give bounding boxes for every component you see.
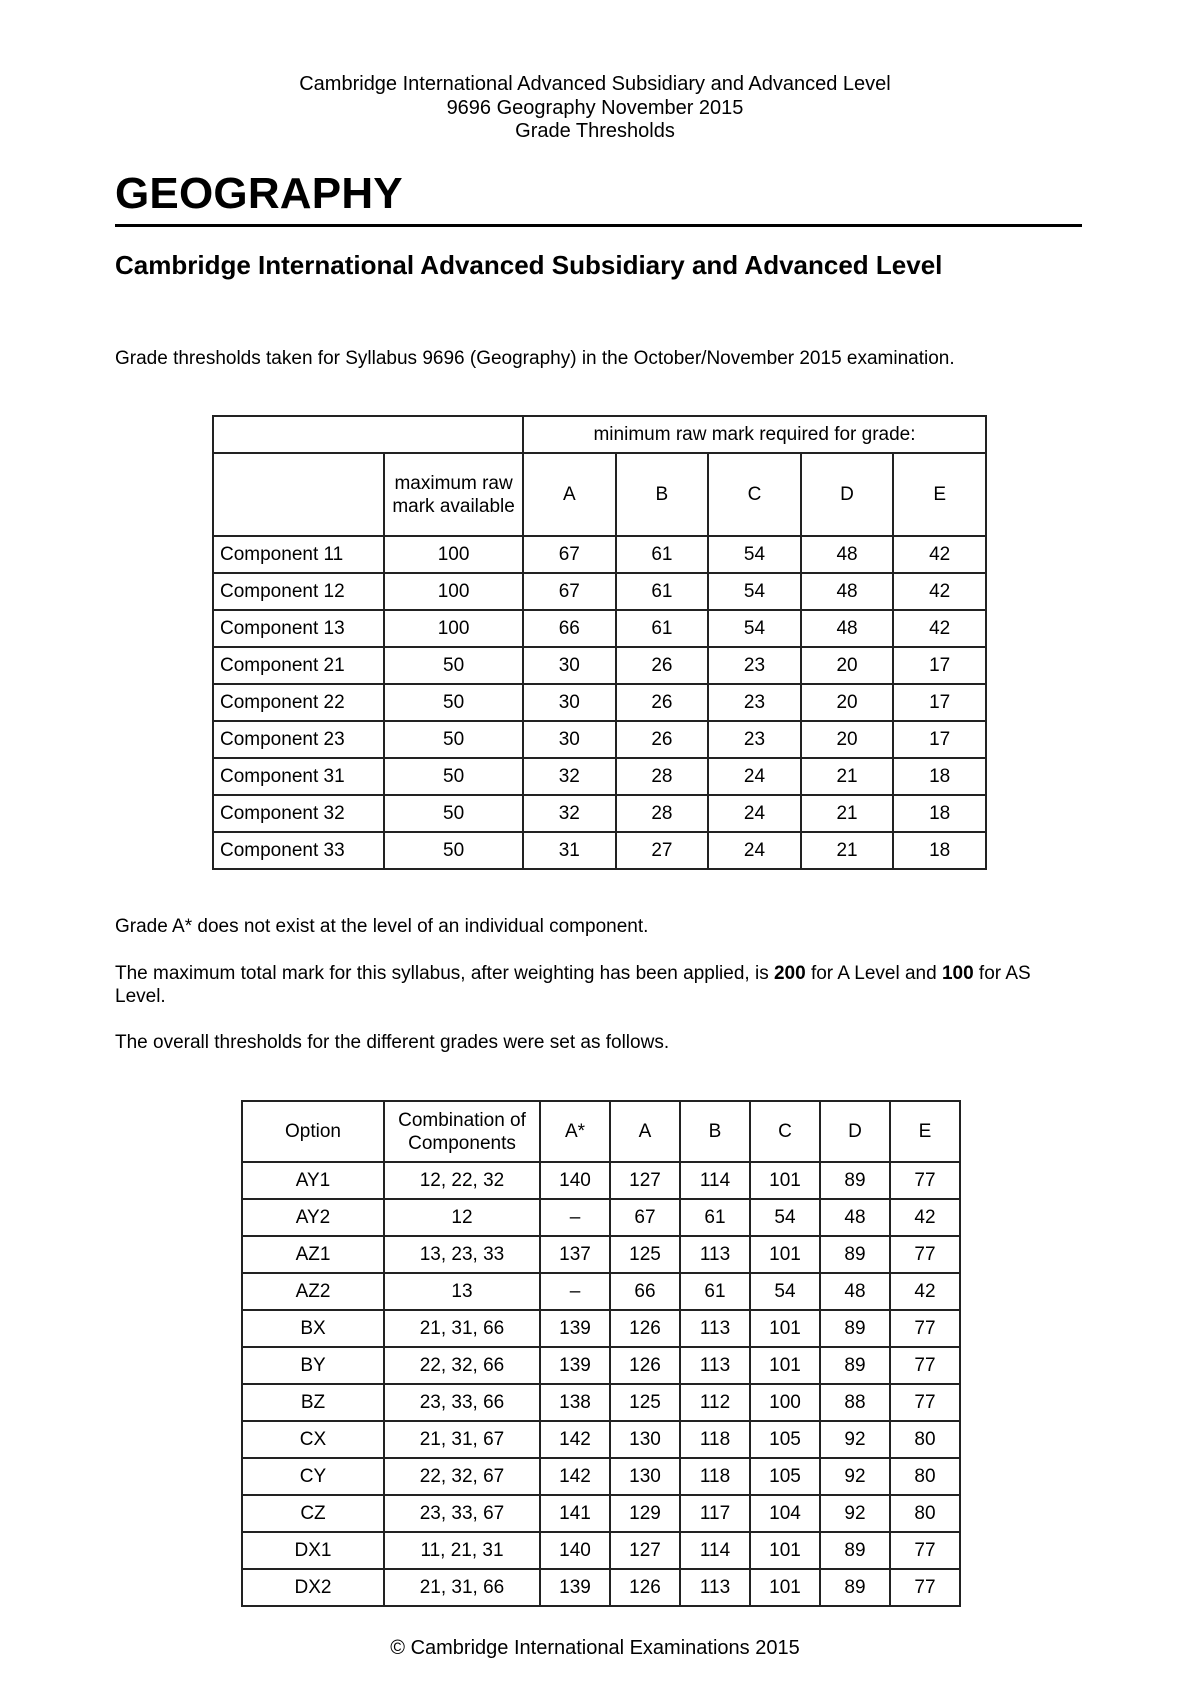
- grade-header-c: C: [708, 453, 801, 536]
- grade-mark-cell: 20: [801, 721, 894, 758]
- grade-mark-cell: 18: [893, 758, 986, 795]
- table-row: [213, 684, 986, 721]
- table-row: [242, 1495, 960, 1532]
- grade-threshold-cell: 88: [820, 1384, 890, 1421]
- grade-threshold-cell: 127: [610, 1532, 680, 1569]
- grade-mark-cell: 30: [523, 684, 616, 721]
- grade-threshold-cell: 89: [820, 1310, 890, 1347]
- grade-threshold-cell: 114: [680, 1162, 750, 1199]
- max-mark-cell: 50: [384, 832, 523, 869]
- table-row: [213, 610, 986, 647]
- footer-copyright: © Cambridge International Examinations 2015: [390, 1637, 800, 1659]
- grade-threshold-cell: 101: [750, 1532, 820, 1569]
- header-line-syllabus: 9696 Geography November 2015: [446, 96, 744, 119]
- grade-threshold-cell: 114: [680, 1532, 750, 1569]
- as-level-max-total: 100: [941, 963, 974, 984]
- grade-threshold-cell: 61: [680, 1273, 750, 1310]
- table-row: [242, 1421, 960, 1458]
- component-name-cell: Component 21: [213, 647, 384, 684]
- grade-threshold-cell: 77: [890, 1532, 960, 1569]
- grade-threshold-cell: 117: [680, 1495, 750, 1532]
- grade-threshold-cell: 101: [750, 1236, 820, 1273]
- table-row: [242, 1569, 960, 1606]
- grade-threshold-cell: 125: [610, 1236, 680, 1273]
- option-code-cell: DX1: [242, 1532, 384, 1569]
- header-line-doc-type: Grade Thresholds: [515, 120, 675, 142]
- table-row: [242, 1273, 960, 1310]
- grade-mark-cell: 67: [523, 536, 616, 573]
- grade-mark-cell: 24: [708, 832, 801, 869]
- grade-threshold-cell: 105: [750, 1458, 820, 1495]
- combination-cell: 21, 31, 67: [384, 1421, 540, 1458]
- option-code-cell: CY: [242, 1458, 384, 1495]
- grade-mark-cell: 31: [523, 832, 616, 869]
- grade-mark-cell: 21: [801, 758, 894, 795]
- grade-mark-cell: 28: [616, 758, 709, 795]
- max-mark-cell: 50: [384, 647, 523, 684]
- grade-mark-cell: 66: [523, 610, 616, 647]
- grade-threshold-cell: 80: [890, 1458, 960, 1495]
- grade-threshold-cell: 118: [680, 1458, 750, 1495]
- intro-text: Grade thresholds taken for Syllabus 9696 (Geography) in the October/November 2015 examination.: [115, 348, 955, 369]
- header-line-qualification: Cambridge International Advanced Subsidiary and Advanced Level: [299, 73, 891, 95]
- grade-threshold-cell: 80: [890, 1421, 960, 1458]
- combination-cell: 12: [384, 1199, 540, 1236]
- option-header: Option: [242, 1101, 384, 1162]
- page-subtitle: Cambridge International Advanced Subsidiary and Advanced Level: [115, 250, 943, 280]
- grade-header-d: D: [801, 453, 894, 536]
- grade-threshold-cell: 92: [820, 1421, 890, 1458]
- max-total-note: [115, 962, 1070, 1008]
- combination-cell: 21, 31, 66: [384, 1569, 540, 1606]
- grade-mark-cell: 20: [801, 684, 894, 721]
- grade-threshold-cell: 89: [820, 1347, 890, 1384]
- grade-mark-cell: 21: [801, 795, 894, 832]
- max-total-text: The maximum total mark for this syllabus, after weighting has been applied, is: [115, 963, 774, 984]
- max-mark-cell: 100: [384, 610, 523, 647]
- grade-threshold-cell: 92: [820, 1458, 890, 1495]
- grade-threshold-cell: 89: [820, 1236, 890, 1273]
- option-code-cell: AY2: [242, 1199, 384, 1236]
- grade-header-d: D: [820, 1101, 890, 1162]
- grade-header-a: A: [523, 453, 616, 536]
- grade-threshold-cell: 112: [680, 1384, 750, 1421]
- page-title: GEOGRAPHY: [115, 169, 403, 218]
- grade-threshold-cell: 137: [540, 1236, 610, 1273]
- grade-threshold-cell: 54: [750, 1199, 820, 1236]
- grade-mark-cell: 48: [801, 536, 894, 573]
- component-name-cell: Component 23: [213, 721, 384, 758]
- combination-cell: 23, 33, 66: [384, 1384, 540, 1421]
- table-row: [213, 721, 986, 758]
- max-mark-cell: 50: [384, 684, 523, 721]
- table-row: [242, 1236, 960, 1273]
- grade-threshold-cell: 77: [890, 1236, 960, 1273]
- grade-header-a-star: A*: [540, 1101, 610, 1162]
- grade-threshold-cell: 101: [750, 1162, 820, 1199]
- table-row: [213, 536, 986, 573]
- grade-threshold-cell: 80: [890, 1495, 960, 1532]
- grade-mark-cell: 61: [616, 610, 709, 647]
- grade-threshold-cell: 77: [890, 1569, 960, 1606]
- overall-note: The overall thresholds for the different grades were set as follows.: [115, 1032, 670, 1053]
- grade-threshold-cell: 140: [540, 1162, 610, 1199]
- grade-mark-cell: 48: [801, 573, 894, 610]
- grade-threshold-cell: 42: [890, 1199, 960, 1236]
- grade-threshold-cell: 67: [610, 1199, 680, 1236]
- empty-header-cell: [213, 453, 384, 536]
- grade-mark-cell: 18: [893, 795, 986, 832]
- grade-threshold-cell: 129: [610, 1495, 680, 1532]
- max-total-text: for AS Level.: [115, 963, 1031, 1007]
- a-level-max-total: 200: [773, 963, 806, 984]
- grade-threshold-cell: 140: [540, 1532, 610, 1569]
- grade-mark-cell: 42: [893, 573, 986, 610]
- grade-header-b: B: [680, 1101, 750, 1162]
- grade-threshold-cell: 89: [820, 1569, 890, 1606]
- grade-mark-cell: 23: [708, 647, 801, 684]
- max-total-text: for A Level and: [805, 963, 942, 984]
- grade-threshold-cell: 92: [820, 1495, 890, 1532]
- grade-threshold-cell: 77: [890, 1162, 960, 1199]
- grade-header-b: B: [616, 453, 709, 536]
- table-row: [213, 647, 986, 684]
- grade-threshold-cell: 141: [540, 1495, 610, 1532]
- astar-note: Grade A* does not exist at the level of an individual component.: [115, 916, 649, 937]
- grade-mark-cell: 17: [893, 684, 986, 721]
- grade-threshold-cell: 101: [750, 1347, 820, 1384]
- component-name-cell: Component 32: [213, 795, 384, 832]
- component-thresholds-table: [212, 415, 987, 870]
- grade-threshold-cell: 142: [540, 1421, 610, 1458]
- grade-mark-cell: 28: [616, 795, 709, 832]
- option-code-cell: DX2: [242, 1569, 384, 1606]
- table-row: [213, 832, 986, 869]
- component-name-cell: Component 11: [213, 536, 384, 573]
- grade-threshold-cell: 54: [750, 1273, 820, 1310]
- component-name-cell: Component 33: [213, 832, 384, 869]
- combination-cell: 23, 33, 67: [384, 1495, 540, 1532]
- max-mark-cell: 50: [384, 758, 523, 795]
- table-group-header-row: [213, 416, 986, 453]
- option-code-cell: CZ: [242, 1495, 384, 1532]
- grade-mark-cell: 67: [523, 573, 616, 610]
- grade-mark-cell: 61: [616, 573, 709, 610]
- option-code-cell: AZ2: [242, 1273, 384, 1310]
- combination-cell: 22, 32, 66: [384, 1347, 540, 1384]
- grade-threshold-cell: 100: [750, 1384, 820, 1421]
- table-row: [242, 1199, 960, 1236]
- grade-mark-cell: 32: [523, 795, 616, 832]
- grade-mark-cell: 23: [708, 721, 801, 758]
- grade-threshold-cell: 89: [820, 1532, 890, 1569]
- grade-threshold-cell: 101: [750, 1569, 820, 1606]
- title-divider: [115, 224, 1082, 227]
- combination-header: Combination of Components: [384, 1101, 540, 1162]
- grade-threshold-cell: 66: [610, 1273, 680, 1310]
- grade-threshold-cell: 118: [680, 1421, 750, 1458]
- table-row: [213, 795, 986, 832]
- grade-threshold-cell: 105: [750, 1421, 820, 1458]
- grade-header-a: A: [610, 1101, 680, 1162]
- grade-threshold-cell: 138: [540, 1384, 610, 1421]
- grade-threshold-cell: –: [540, 1199, 610, 1236]
- grade-threshold-cell: 89: [820, 1162, 890, 1199]
- option-code-cell: CX: [242, 1421, 384, 1458]
- grade-mark-cell: 17: [893, 647, 986, 684]
- overall-thresholds-table: [241, 1100, 961, 1607]
- option-code-cell: AY1: [242, 1162, 384, 1199]
- component-name-cell: Component 12: [213, 573, 384, 610]
- grade-threshold-cell: 48: [820, 1273, 890, 1310]
- grade-header-c: C: [750, 1101, 820, 1162]
- grade-mark-cell: 20: [801, 647, 894, 684]
- combination-cell: 21, 31, 66: [384, 1310, 540, 1347]
- grade-mark-cell: 42: [893, 536, 986, 573]
- combination-cell: 22, 32, 67: [384, 1458, 540, 1495]
- grade-mark-cell: 54: [708, 536, 801, 573]
- grade-mark-cell: 54: [708, 610, 801, 647]
- running-header: [0, 73, 1190, 144]
- grade-threshold-cell: 139: [540, 1347, 610, 1384]
- grade-threshold-cell: 77: [890, 1347, 960, 1384]
- grade-mark-cell: 21: [801, 832, 894, 869]
- component-name-cell: Component 13: [213, 610, 384, 647]
- grade-mark-cell: 61: [616, 536, 709, 573]
- grade-mark-cell: 30: [523, 647, 616, 684]
- grade-threshold-cell: 139: [540, 1310, 610, 1347]
- max-mark-cell: 50: [384, 795, 523, 832]
- grade-mark-cell: 54: [708, 573, 801, 610]
- combination-cell: 11, 21, 31: [384, 1532, 540, 1569]
- table-header-row: [242, 1101, 960, 1162]
- grade-threshold-cell: 125: [610, 1384, 680, 1421]
- grade-mark-cell: 23: [708, 684, 801, 721]
- combination-cell: 13, 23, 33: [384, 1236, 540, 1273]
- max-mark-cell: 50: [384, 721, 523, 758]
- combination-cell: 12, 22, 32: [384, 1162, 540, 1199]
- grade-mark-cell: 48: [801, 610, 894, 647]
- table-row: [242, 1310, 960, 1347]
- component-name-cell: Component 22: [213, 684, 384, 721]
- grade-threshold-cell: 126: [610, 1347, 680, 1384]
- max-mark-header: maximum raw mark available: [384, 453, 523, 536]
- max-mark-cell: 100: [384, 573, 523, 610]
- grade-group-header: minimum raw mark required for grade:: [523, 416, 986, 453]
- grade-threshold-cell: 113: [680, 1236, 750, 1273]
- grade-mark-cell: 26: [616, 647, 709, 684]
- grade-mark-cell: 42: [893, 610, 986, 647]
- grade-threshold-cell: 113: [680, 1569, 750, 1606]
- grade-mark-cell: 24: [708, 758, 801, 795]
- grade-threshold-cell: 48: [820, 1199, 890, 1236]
- grade-threshold-cell: 77: [890, 1384, 960, 1421]
- grade-mark-cell: 32: [523, 758, 616, 795]
- option-code-cell: BX: [242, 1310, 384, 1347]
- table-row: [242, 1532, 960, 1569]
- table-header-row: [213, 453, 986, 536]
- grade-threshold-cell: 127: [610, 1162, 680, 1199]
- grade-threshold-cell: 77: [890, 1310, 960, 1347]
- grade-threshold-cell: 130: [610, 1421, 680, 1458]
- table-row: [242, 1162, 960, 1199]
- grade-mark-cell: 17: [893, 721, 986, 758]
- table-row: [242, 1458, 960, 1495]
- empty-header-cell: [213, 416, 523, 453]
- table-row: [213, 573, 986, 610]
- grade-threshold-cell: 42: [890, 1273, 960, 1310]
- table-row: [242, 1384, 960, 1421]
- grade-threshold-cell: 104: [750, 1495, 820, 1532]
- grade-mark-cell: 27: [616, 832, 709, 869]
- grade-mark-cell: 30: [523, 721, 616, 758]
- component-name-cell: Component 31: [213, 758, 384, 795]
- grade-header-e: E: [893, 453, 986, 536]
- grade-mark-cell: 18: [893, 832, 986, 869]
- grade-threshold-cell: 113: [680, 1347, 750, 1384]
- grade-threshold-cell: 126: [610, 1569, 680, 1606]
- grade-threshold-cell: –: [540, 1273, 610, 1310]
- option-code-cell: BY: [242, 1347, 384, 1384]
- table-row: [242, 1347, 960, 1384]
- grade-threshold-cell: 130: [610, 1458, 680, 1495]
- grade-threshold-cell: 139: [540, 1569, 610, 1606]
- max-mark-cell: 100: [384, 536, 523, 573]
- grade-mark-cell: 26: [616, 721, 709, 758]
- grade-mark-cell: 24: [708, 795, 801, 832]
- grade-threshold-cell: 113: [680, 1310, 750, 1347]
- table-row: [213, 758, 986, 795]
- combination-cell: 13: [384, 1273, 540, 1310]
- option-code-cell: AZ1: [242, 1236, 384, 1273]
- grade-threshold-cell: 126: [610, 1310, 680, 1347]
- grade-mark-cell: 26: [616, 684, 709, 721]
- grade-threshold-cell: 61: [680, 1199, 750, 1236]
- grade-header-e: E: [890, 1101, 960, 1162]
- grade-threshold-cell: 142: [540, 1458, 610, 1495]
- option-code-cell: BZ: [242, 1384, 384, 1421]
- grade-threshold-cell: 101: [750, 1310, 820, 1347]
